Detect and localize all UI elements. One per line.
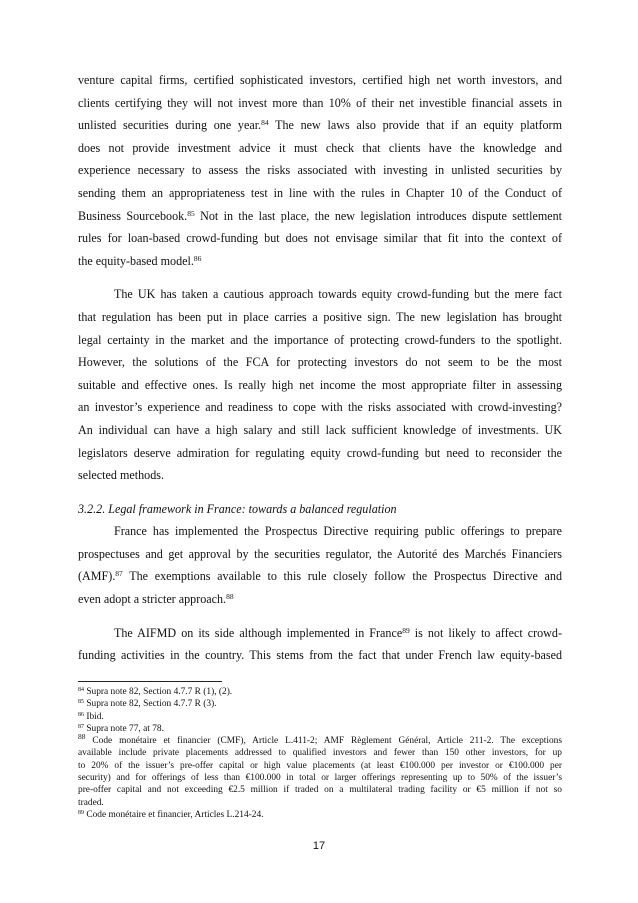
footnote-87 (78, 723, 562, 735)
footnote-number: 86 (78, 711, 84, 718)
text-line: France has implemented the Prospectus Directive requiring public offerings to prepare (114, 524, 562, 539)
page-number: 17 (312, 840, 326, 852)
footnote-85 (78, 698, 562, 710)
footnote-text: available include private placements addressed to qualified investors and fewer than 150 other investors, for up (78, 748, 562, 759)
footnotes (78, 686, 562, 821)
text-segment: The AIFMD on its side although implemented in France (114, 625, 403, 640)
text-line: funding activities in the country. This stems from the fact that under French law equity-based (78, 648, 562, 663)
text-line: legislators deserve admiration for regulating equity crowd-funding but need to reconsider the (78, 445, 562, 460)
text-line: prospectuses and get approval by the securities regulator, the Autorité des Marchés Financiers (78, 546, 562, 561)
footnote-88 (78, 732, 562, 809)
text-line: venture capital firms, certified sophisticated investors, certified high net worth investors, and (78, 73, 562, 87)
footnote-text: pre-offer capital and not exceeding €2.5 million if traded on a multilateral trading facility or €5 million if not so (78, 785, 562, 796)
text-line: legal certainty in the market and the importance of protecting crowd-funders to the spotlight. (78, 332, 562, 347)
section-heading: 3.2.2. Legal framework in France: towards a balanced regulation (78, 501, 397, 516)
footnote-text: security) and for offerings of less than €100.000 in total or larger offerings representing up to 50% of the issuer’s (78, 773, 562, 784)
footnote-ref-85[interactable]: 85 (187, 208, 195, 218)
footnote-number: 89 (78, 809, 84, 816)
footnote-separator (78, 681, 222, 682)
footnote-ref-88[interactable]: 88 (226, 592, 234, 602)
text-line (78, 114, 562, 137)
text-line: an investor’s experience and readiness to cope with the risks associated with crowd-investing? (78, 400, 562, 415)
text-line: The UK has taken a cautious approach towards equity crowd-funding but the mere fact (114, 287, 562, 302)
text-line (78, 622, 562, 645)
text-line: clients certifying they will not invest more than 10% of their net investible financial assets in (78, 95, 562, 110)
footnote-ref-89[interactable]: 89 (402, 625, 410, 635)
text-line (78, 205, 562, 228)
text-line: suitable and effective ones. Is really high net income the most appropriate filter in assessing (78, 377, 562, 392)
text-segment: The exemptions available to this rule closely follow the Prospectus Directive and (122, 569, 562, 584)
text-segment: unlisted securities during one year. (78, 118, 262, 133)
footnote-number: 85 (78, 699, 84, 706)
text-segment: even adopt a stricter approach. (78, 592, 227, 607)
footnote-86 (78, 711, 562, 723)
footnote-text: Supra note 77, at 78. (84, 723, 164, 734)
footnote-number: 84 (78, 687, 84, 693)
footnote-text: Code monétaire et financier (CMF), Article L.411-2; AMF Règlement Général, Article 211-2. The exceptions (85, 736, 562, 747)
text-line (78, 565, 562, 588)
footnote-ref-87[interactable]: 87 (115, 569, 123, 579)
footnote-text: Ibid. (84, 711, 104, 722)
text-line: An individual can have a high salary and still lack sufficient knowledge of investments. UK (78, 422, 562, 437)
text-line: does not provide investment advice it must check that clients have the knowledge and (78, 140, 562, 155)
footnote-89 (78, 809, 562, 821)
text-segment: (AMF). (78, 569, 116, 584)
text-line: sending them an appropriateness test in line with the rules in Chapter 10 of the Conduct of (78, 185, 562, 200)
footnote-number: 88 (78, 732, 86, 742)
footnote-ref-84[interactable]: 84 (261, 118, 269, 128)
footnote-text: traded. (78, 797, 104, 808)
text-segment: Business Sourcebook. (78, 208, 188, 223)
footnote-text: Code monétaire et financier, Articles L.214-24. (84, 809, 264, 820)
text-line: experience necessary to assess the risks associated with investing in unlisted securities by (78, 163, 562, 178)
text-line: However, the solutions of the FCA for protecting investors do not seem to be the most (78, 355, 562, 370)
text-line (78, 588, 562, 611)
footnote-text: Supra note 82, Section 4.7.7 R (3). (84, 699, 217, 710)
text-line (78, 250, 562, 273)
text-segment: The new laws also provide that if an equity platform (268, 118, 562, 133)
text-line: that regulation has been put in place carries a positive sign. The new legislation has brought (78, 309, 562, 324)
text-line: selected methods. (78, 468, 164, 483)
text-segment: is not likely to affect crowd- (409, 625, 562, 640)
text-segment: Not in the last place, the new legislation introduces dispute settlement (194, 208, 562, 223)
footnote-ref-86[interactable]: 86 (193, 253, 202, 263)
footnote-number: 87 (78, 723, 84, 730)
footnote-84 (78, 686, 562, 698)
footnote-text: Supra note 82, Section 4.7.7 R (1), (2). (84, 687, 233, 697)
footnote-text: to 20% of the issuer’s pre-offer capital or high value placements (at least €100.000 per investor or €100.000 per (78, 760, 562, 771)
body-text (78, 69, 562, 667)
text-line: rules for loan-based crowd-funding but does not envisage similar that fit into the context of (78, 231, 562, 246)
text-segment: the equity-based model. (78, 253, 194, 268)
